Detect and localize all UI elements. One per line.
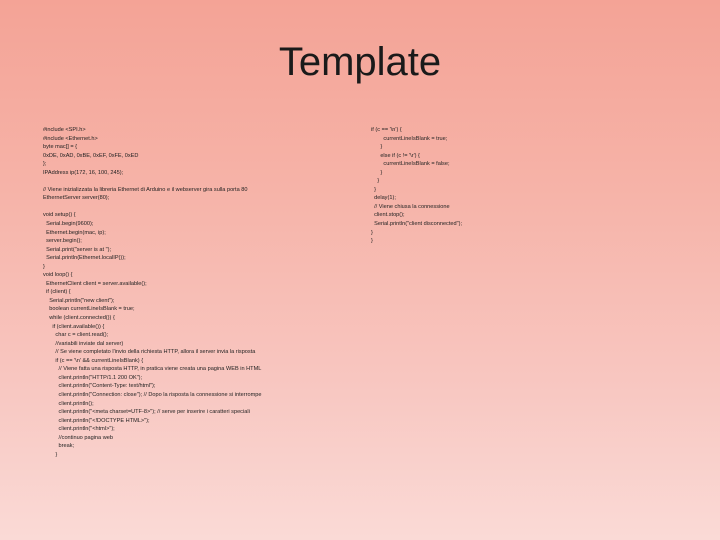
code-block-left (43, 126, 333, 459)
code-line: // Viene inizializzata la libreria Ethernet di Arduino e il webserver gira sulla porta 80 (43, 186, 248, 193)
code-line: } (371, 144, 383, 151)
code-line: //variabili inviate dal server) (43, 340, 124, 347)
code-line (43, 177, 333, 186)
code-line: client.println("HTTP/1.1 200 OK"); (43, 374, 143, 381)
code-block-right (371, 126, 691, 246)
code-line (43, 203, 333, 212)
code-line: } (371, 178, 380, 185)
code-line: currentLineIsBlank = true; (371, 135, 448, 142)
code-line: // Viene fatta una risposta HTTP, in pratica viene creata una pagina WEB in HTML (43, 366, 262, 373)
code-line: if (client.available()) { (43, 323, 105, 330)
code-line: } (371, 229, 373, 236)
code-line: Serial.println(Ethernet.localIP()); (43, 255, 126, 262)
code-line: 0xDE, 0xAD, 0xBE, 0xEF, 0xFE, 0xED (43, 152, 139, 159)
code-line: server.begin(); (43, 238, 82, 245)
code-line: }; (43, 161, 47, 168)
code-line: client.println(); (43, 400, 94, 407)
code-line: //continuo pagina web (43, 434, 113, 441)
code-line: break; (43, 443, 75, 450)
code-line: currentLineIsBlank = false; (371, 161, 450, 168)
slide-title: Template (278, 40, 442, 84)
code-line: #include <Ethernet.h> (43, 135, 98, 142)
code-line: if (c == '\n' && currentLineIsBlank) { (43, 357, 144, 364)
code-line: client.println("<html>"); (43, 426, 115, 433)
code-line: if (c == '\n') { (371, 127, 402, 133)
code-line: client.stop(); (371, 212, 405, 219)
code-line: void loop() { (43, 272, 73, 279)
code-line: delay(1); (371, 195, 396, 202)
code-line: else if (c != '\r') { (371, 152, 420, 159)
code-line: IPAddress ip(172, 16, 100, 245); (43, 169, 124, 176)
code-line: Serial.println("new client"); (43, 297, 115, 304)
code-line: } (43, 263, 45, 270)
code-line: Ethernet.begin(mac, ip); (43, 229, 106, 236)
code-line: #include <SPI.h> (43, 127, 86, 133)
code-line: Serial.println("client disconnected"); (371, 221, 463, 228)
code-line: EthernetServer server(80); (43, 195, 110, 202)
code-line: void setup() { (43, 212, 76, 219)
code-line: Serial.print("server is at "); (43, 246, 112, 253)
code-line: } (371, 238, 373, 245)
code-line: boolean currentLineIsBlank = true; (43, 306, 135, 313)
code-line: client.println("<meta charset=UTF-8>"); // serve per inserire i caratteri speciali (43, 409, 250, 416)
code-line: byte mac[] = { (43, 144, 78, 151)
code-line: } (371, 186, 376, 193)
code-line: } (43, 451, 58, 458)
code-line: Serial.begin(9600); (43, 221, 94, 228)
code-line: EthernetClient client = server.available(); (43, 280, 147, 287)
code-line: client.println("Connection: close"); // Dopo la risposta la connessione si interrompe (43, 391, 262, 398)
code-line: // Se viene completato l'invio della richiesta HTTP, allora il server invia la risposta (43, 349, 256, 356)
code-line: while (client.connected()) { (43, 315, 115, 322)
code-line: // Viene chiusa la connessione (371, 203, 450, 210)
code-line: char c = client.read(); (43, 332, 109, 339)
code-line: if (client) { (43, 289, 71, 296)
code-line: client.println("Content-Type: text/html"); (43, 383, 156, 390)
code-line: } (371, 169, 383, 176)
code-line: client.println("<!DOCTYPE HTML>"); (43, 417, 150, 424)
